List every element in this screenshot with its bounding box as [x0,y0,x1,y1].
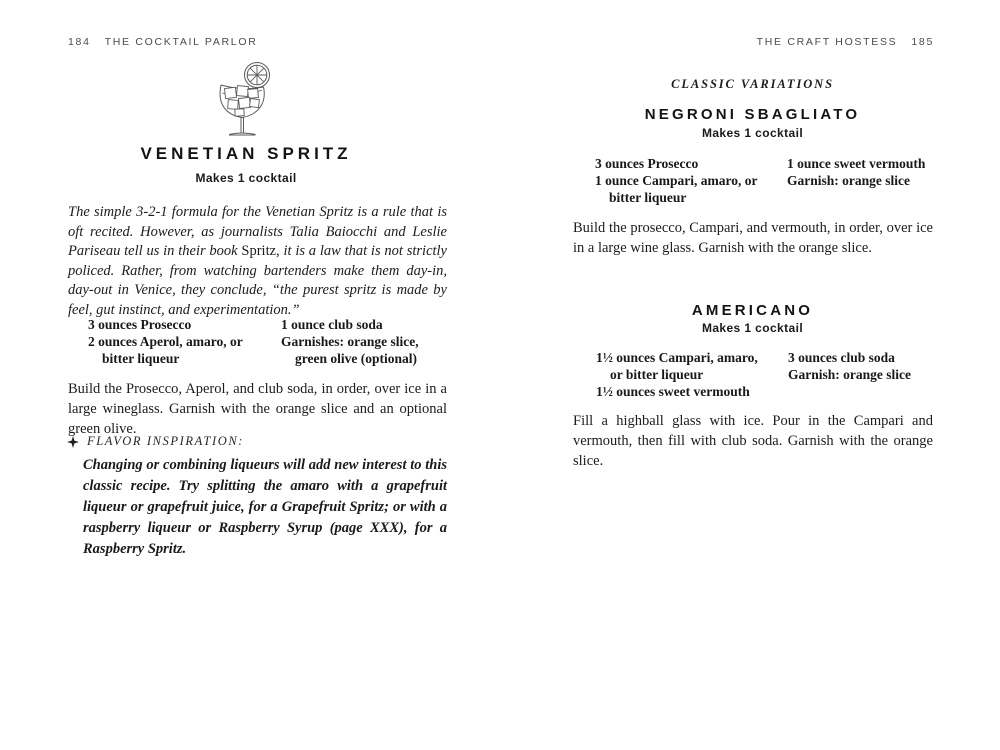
page-number-left: 184 [68,36,91,48]
ingredients-column-2 [787,155,925,189]
ingredient-line: Garnish: orange slice [788,367,911,382]
intro-text-2: , it is a law that is not strictly policed. Rather, from watching bartenders make them day-in, day-out in Venice, they conclude, “the purest spritz is made by feel, gut instinct, and experimentation.” [68,243,447,318]
flavor-note [67,434,448,560]
intro-book-title: Spritz [241,243,277,260]
variation-title-americano: AMERICANO [691,302,814,319]
ingredient-line: 1½ ounces Campari, amaro, [596,350,758,365]
ingredient-line: 1½ ounces sweet vermouth [596,384,750,399]
running-title-right: THE CRAFT HOSTESS [756,36,898,48]
ingredients-column-2 [281,316,419,367]
ingredient-line: 1 ounce club soda [281,317,383,332]
variation-method: Build the prosecco, Campari, and vermouth, in order, over ice in a large wine glass. Garnish with the orange slice. [573,220,933,256]
page-number-right: 185 [911,36,934,48]
ingredient-line: 3 ounces club soda [788,350,895,365]
ingredient-line: Garnish: orange slice [787,173,910,188]
running-head-left [68,36,258,48]
ingredient-line: 2 ounces Aperol, amaro, or [88,334,243,349]
ingredient-line: 1 ounce Campari, amaro, or [595,173,758,188]
running-head-right [757,36,934,48]
ingredient-line: 1 ounce sweet vermouth [787,156,926,171]
ingredient-line: bitter liqueur [609,190,687,205]
recipe-title: VENETIAN SPRITZ [140,144,352,163]
ingredient-line: green olive (optional) [295,351,417,366]
spritz-glass-icon [211,60,279,140]
recipe-method: Build the Prosecco, Aperol, and club soda, in order, over ice in a large wineglass. Garnish with the orange slice and an optional green olive. [68,381,447,437]
ingredients-column-1 [596,349,758,400]
variation-title-negroni-sbagliato: NEGRONI SBAGLIATO [644,106,861,123]
ingredient-line: 3 ounces Prosecco [595,156,699,171]
recipe-intro [68,203,447,321]
variation-yield: Makes 1 cocktail [701,126,804,140]
ingredient-line: bitter liqueur [102,351,180,366]
variation-yield: Makes 1 cocktail [701,321,804,335]
ingredients-column-2 [788,349,911,383]
running-title-left: THE COCKTAIL PARLOR [104,36,258,48]
plus-cross-icon [67,436,79,448]
ingredient-line: 3 ounces Prosecco [88,317,192,332]
variation-method: Fill a highball glass with ice. Pour in the Campari and vermouth, then fill with club soda. Garnish with the orange slice. [573,413,933,469]
ingredient-line: Garnishes: orange slice, [281,334,419,349]
intro-text-1: The simple 3-2-1 formula for the Venetian Spritz is a rule that is oft recited. However, as journalists Talia Baiocchi and Leslie Pariseau tell us in their book [68,204,447,260]
flavor-note-body: Changing or combining liqueurs will add new interest to this classic recipe. Try splitting the amaro with a grapefruit liqueur or grapefruit juice, for a Grapefruit Spritz; or with a raspberry liqueur or Raspberry Syrup (page XXX), for a Raspberry Spritz. [83,457,447,557]
recipe-yield: Makes 1 cocktail [195,171,297,185]
flavor-note-header [67,434,448,449]
ingredient-line: or bitter liqueur [610,367,704,382]
ingredients-column-1 [595,155,757,206]
section-label: CLASSIC VARIATIONS [671,77,834,91]
flavor-note-heading: FLAVOR INSPIRATION: [87,434,245,448]
ingredients-column-1 [88,316,243,367]
